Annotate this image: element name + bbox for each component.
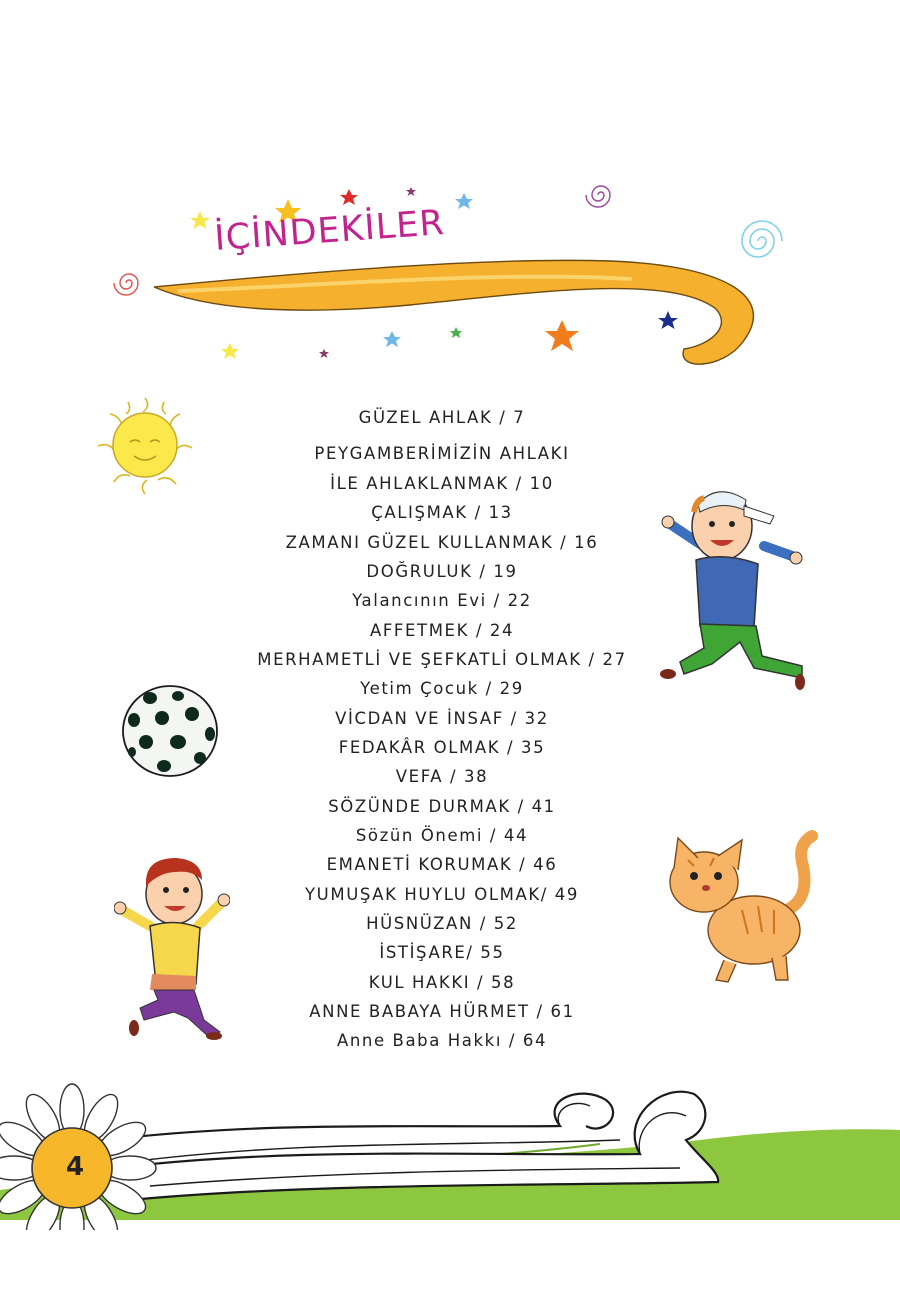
- cat-illustration: [664, 830, 824, 986]
- star-icon: [455, 193, 473, 209]
- star-icon: [190, 211, 210, 229]
- toc-entry[interactable]: Sözün Önemi / 44: [355, 826, 529, 845]
- toc-entry[interactable]: Yetim Çocuk / 29: [360, 679, 524, 698]
- toc-entry[interactable]: MERHAMETLİ VE ŞEFKATLİ OLMAK / 27: [257, 650, 627, 669]
- star-icon: [450, 327, 462, 338]
- star-icon: [340, 189, 358, 205]
- toc-entry[interactable]: Yalancının Evi / 22: [352, 591, 532, 610]
- toc-entry[interactable]: ZAMANI GÜZEL KULLANMAK / 16: [285, 533, 599, 552]
- spiral-icon: [114, 274, 138, 295]
- swoosh-decoration: [110, 175, 800, 380]
- page-number: 4: [65, 1152, 85, 1182]
- toc-entry[interactable]: VİCDAN VE İNSAF / 32: [335, 709, 549, 728]
- star-icon: [658, 311, 678, 329]
- toc-entry[interactable]: EMANETİ KORUMAK / 46: [326, 855, 558, 874]
- toc-entry[interactable]: İSTİŞARE/ 55: [379, 943, 505, 962]
- toc-entry[interactable]: KUL HAKKI / 58: [368, 973, 516, 992]
- title-banner: [110, 175, 800, 380]
- toc-entry[interactable]: ÇALIŞMAK / 13: [371, 503, 513, 522]
- toc-entry[interactable]: AFFETMEK / 24: [369, 621, 515, 640]
- toc-entry[interactable]: PEYGAMBERİMİZİN AHLAKI: [314, 444, 570, 463]
- star-icon: [221, 343, 239, 359]
- toc-entry[interactable]: Anne Baba Hakkı / 64: [336, 1031, 548, 1050]
- toc-entry[interactable]: VEFA / 38: [395, 767, 489, 786]
- spiral-icon: [742, 221, 782, 257]
- page-title: İÇİNDEKİLER: [213, 203, 446, 259]
- toc-entry[interactable]: GÜZEL AHLAK / 7: [358, 408, 526, 427]
- toc-entry[interactable]: HÜSNÜZAN / 52: [366, 914, 518, 933]
- star-icon: [319, 349, 329, 358]
- toc-entry[interactable]: SÖZÜNDE DURMAK / 41: [328, 797, 556, 816]
- toc-entry[interactable]: ANNE BABAYA HÜRMET / 61: [309, 1002, 575, 1021]
- toc-entry[interactable]: FEDAKÂR OLMAK / 35: [338, 738, 546, 757]
- wave-shape: [90, 1094, 613, 1142]
- footer-decoration: [0, 1070, 900, 1230]
- toc-entry[interactable]: YUMUŞAK HUYLU OLMAK/ 49: [305, 885, 579, 904]
- star-icon: [545, 320, 579, 351]
- toc-entry[interactable]: DOĞRULUK / 19: [366, 562, 518, 581]
- toc-entry[interactable]: İLE AHLAKLANMAK / 10: [330, 474, 554, 493]
- soccer-ball-illustration: [120, 684, 220, 779]
- spiral-icon: [586, 186, 610, 207]
- star-icon: [383, 331, 401, 347]
- swoosh-shape: [154, 260, 753, 364]
- star-icon: [406, 187, 416, 196]
